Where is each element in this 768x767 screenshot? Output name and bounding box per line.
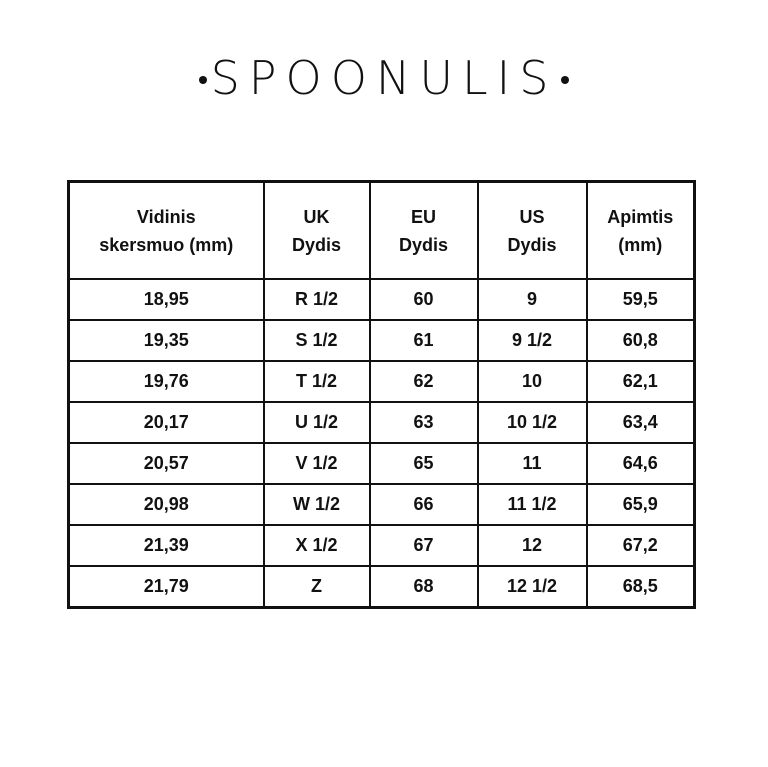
cell-uk-size: T 1/2: [264, 361, 370, 402]
cell-circumference: 60,8: [587, 320, 695, 361]
cell-inner-diameter: 18,95: [69, 279, 264, 320]
cell-circumference: 67,2: [587, 525, 695, 566]
cell-inner-diameter: 19,35: [69, 320, 264, 361]
cell-uk-size: X 1/2: [264, 525, 370, 566]
cell-us-size: 12: [478, 525, 587, 566]
cell-eu-size: 67: [370, 525, 478, 566]
header-us-size: US Dydis: [478, 182, 587, 280]
cell-inner-diameter: 21,79: [69, 566, 264, 608]
cell-circumference: 63,4: [587, 402, 695, 443]
size-table: [67, 180, 696, 609]
cell-eu-size: 61: [370, 320, 478, 361]
header-circumference: Apimtis (mm): [587, 182, 695, 280]
table-row: [69, 279, 695, 320]
cell-circumference: 62,1: [587, 361, 695, 402]
cell-uk-size: R 1/2: [264, 279, 370, 320]
cell-uk-size: U 1/2: [264, 402, 370, 443]
dot-left-icon: [199, 76, 207, 84]
brand-logo: [0, 48, 768, 108]
cell-us-size: 12 1/2: [478, 566, 587, 608]
cell-eu-size: 62: [370, 361, 478, 402]
table-row: [69, 402, 695, 443]
table-row: [69, 525, 695, 566]
table-header-row: [69, 182, 695, 280]
cell-inner-diameter: 19,76: [69, 361, 264, 402]
cell-us-size: 10: [478, 361, 587, 402]
cell-uk-size: S 1/2: [264, 320, 370, 361]
cell-eu-size: 66: [370, 484, 478, 525]
cell-inner-diameter: 20,17: [69, 402, 264, 443]
cell-circumference: 65,9: [587, 484, 695, 525]
cell-circumference: 64,6: [587, 443, 695, 484]
brand-title: SPOONULIS: [210, 51, 558, 105]
dot-right-icon: [561, 76, 569, 84]
cell-eu-size: 63: [370, 402, 478, 443]
table-row: [69, 443, 695, 484]
table-row: [69, 320, 695, 361]
cell-us-size: 11: [478, 443, 587, 484]
cell-us-size: 9 1/2: [478, 320, 587, 361]
cell-eu-size: 68: [370, 566, 478, 608]
cell-eu-size: 60: [370, 279, 478, 320]
cell-uk-size: V 1/2: [264, 443, 370, 484]
cell-inner-diameter: 21,39: [69, 525, 264, 566]
cell-us-size: 11 1/2: [478, 484, 587, 525]
cell-uk-size: Z: [264, 566, 370, 608]
cell-eu-size: 65: [370, 443, 478, 484]
cell-circumference: 59,5: [587, 279, 695, 320]
cell-us-size: 9: [478, 279, 587, 320]
header-eu-size: EU Dydis: [370, 182, 478, 280]
header-inner-diameter: Vidinis skersmuo (mm): [69, 182, 264, 280]
cell-us-size: 10 1/2: [478, 402, 587, 443]
table-row: [69, 566, 695, 608]
header-uk-size: UK Dydis: [264, 182, 370, 280]
cell-uk-size: W 1/2: [264, 484, 370, 525]
table-row: [69, 484, 695, 525]
cell-inner-diameter: 20,98: [69, 484, 264, 525]
table-row: [69, 361, 695, 402]
cell-circumference: 68,5: [587, 566, 695, 608]
cell-inner-diameter: 20,57: [69, 443, 264, 484]
